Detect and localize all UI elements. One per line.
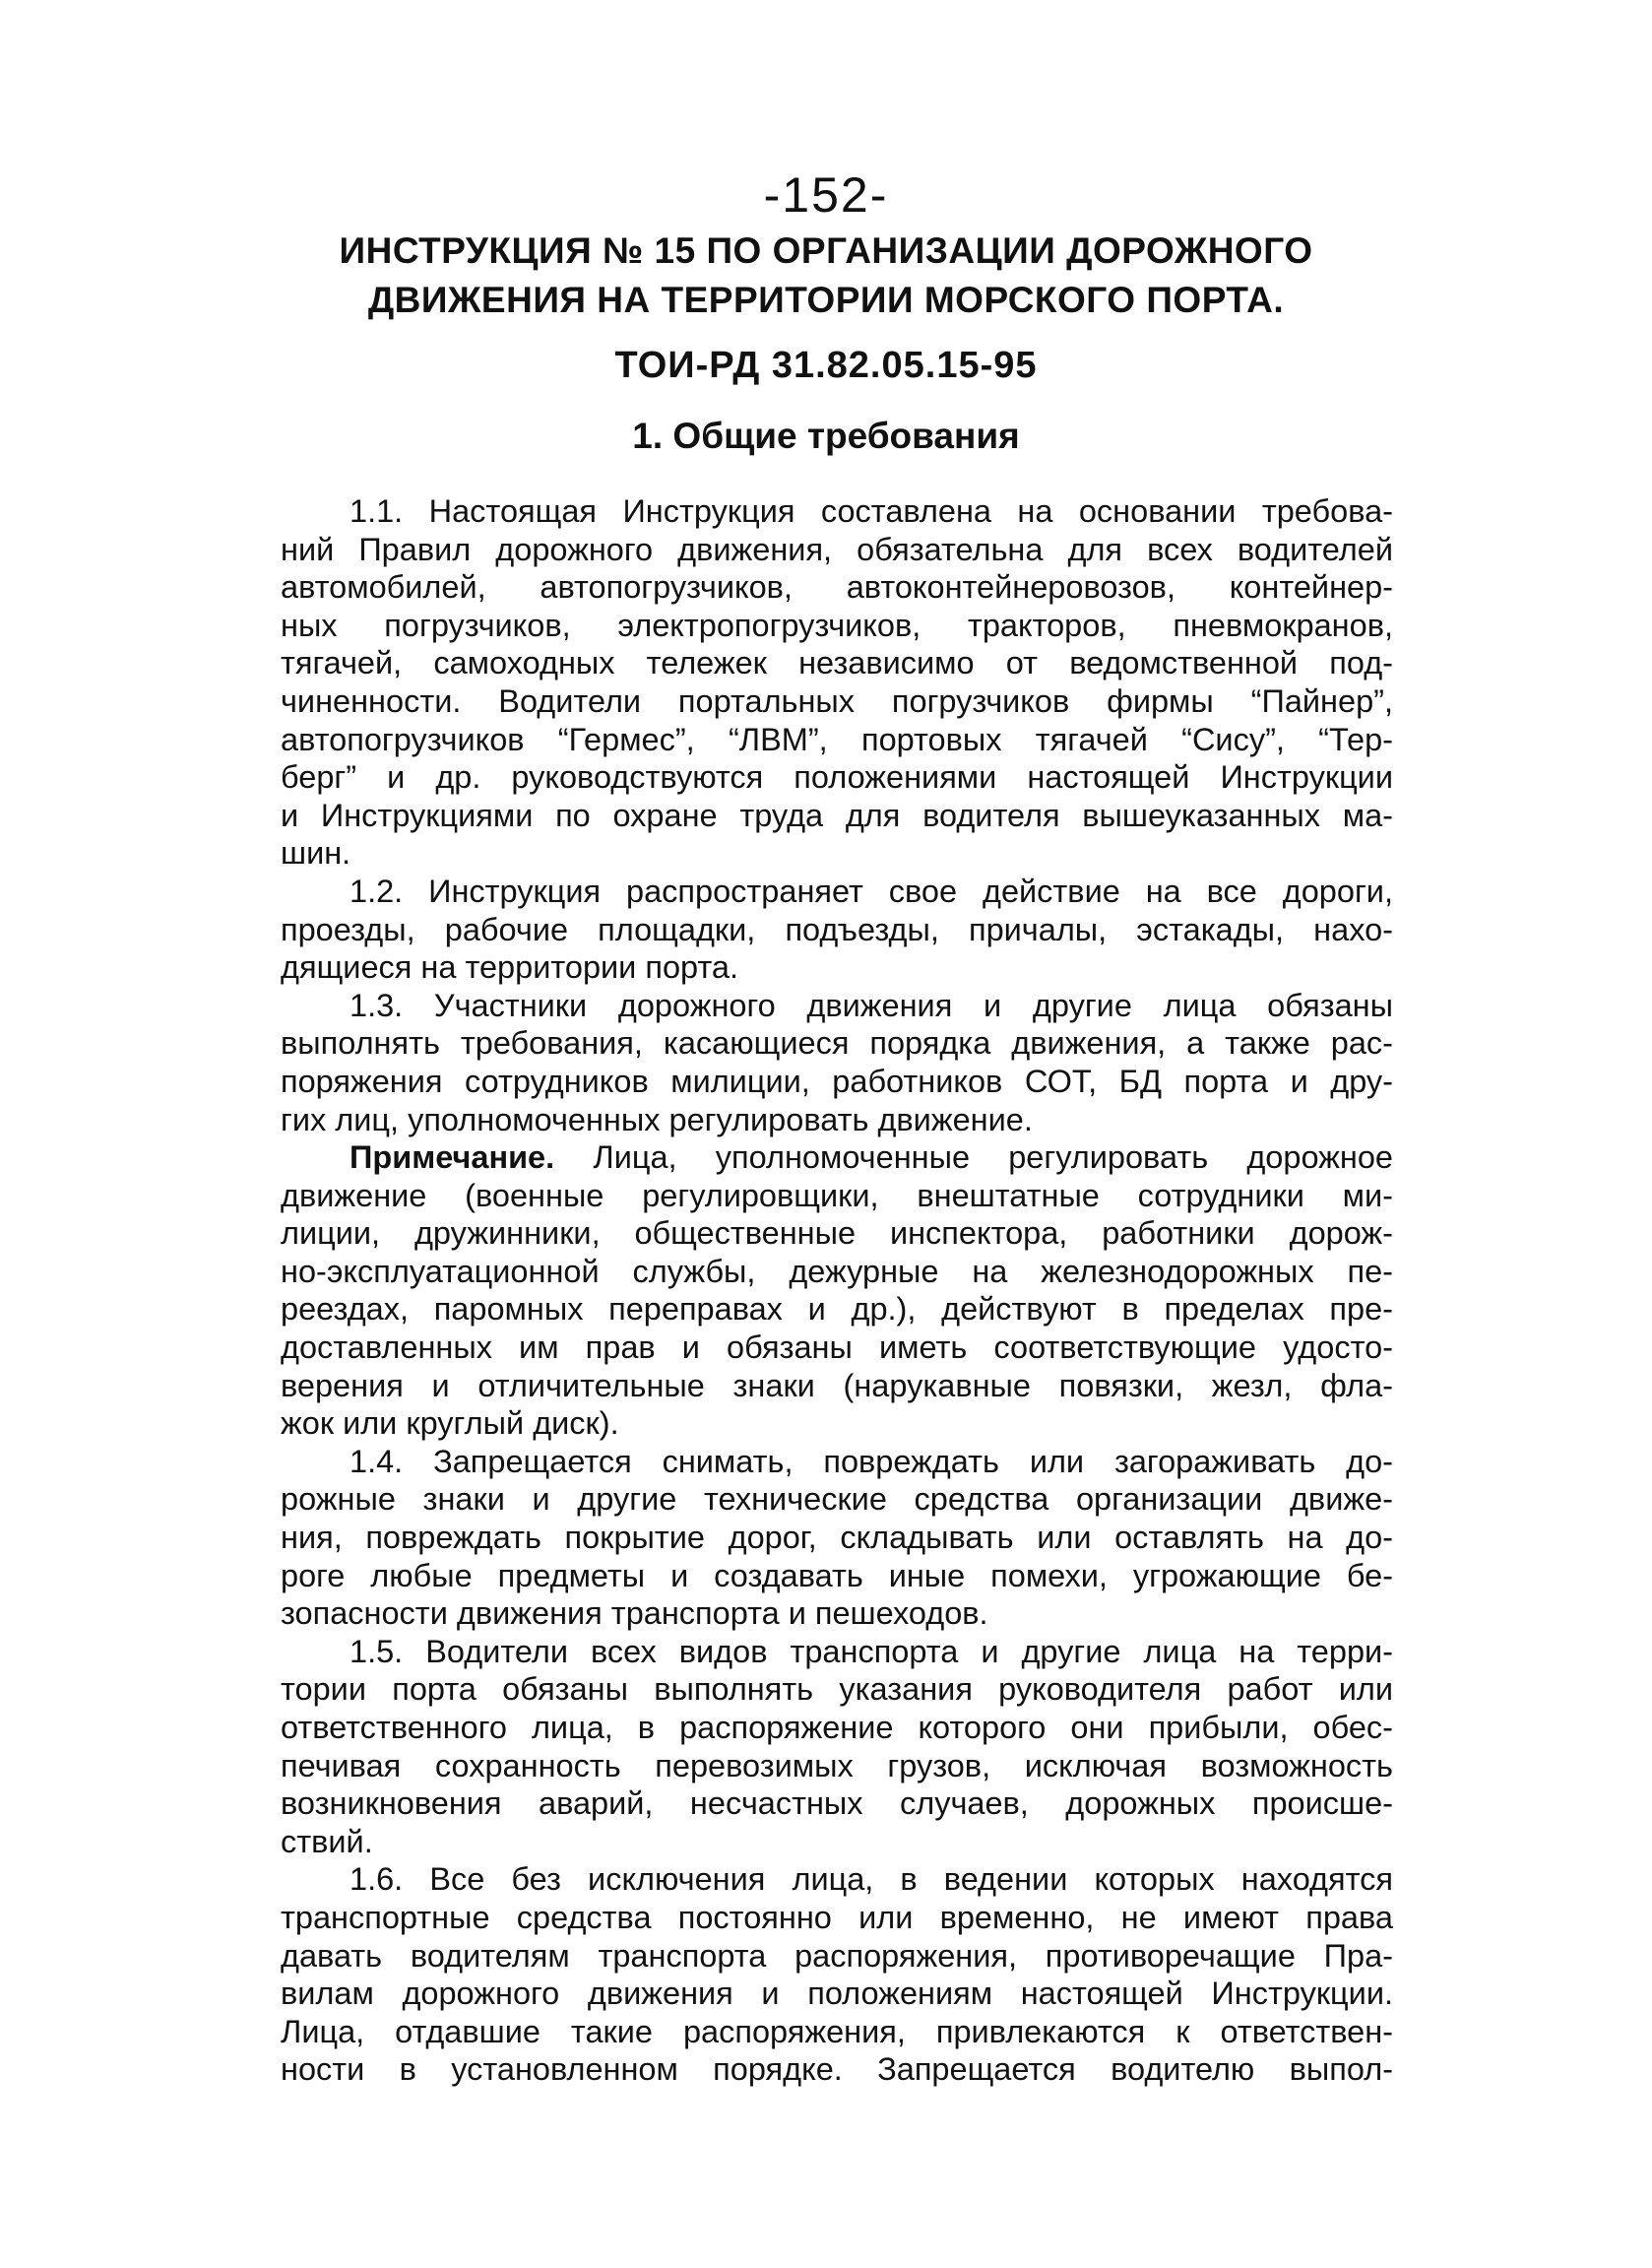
text-line: рожные знаки и другие технические средства организации движе- [281,1481,1393,1518]
page-number: -152- [763,167,889,223]
text-line: движение (военные регулировщики, внештатные сотрудники ми- [281,1177,1393,1213]
text-line: тории порта обязаны выполнять указания руководителя работ или [281,1671,1393,1708]
paragraph-1-1 [281,492,1393,873]
text-line: давать водителям транспорта распоряжения, противоречащие Пра- [281,1937,1393,1974]
text-line: 1.4. Запрещается снимать, повреждать или загораживать до- [349,1443,1393,1479]
paragraph-1-2 [281,873,1393,987]
text-line: автомобилей, автопогрузчиков, автоконтейнеровозов, контейнер- [281,569,1393,606]
text-line: ний Правил дорожного движения, обязательна для всех водителей [281,531,1393,567]
note-paragraph [281,1138,1393,1443]
text-line: 1.3. Участники дорожного движения и другие лица обязаны [349,987,1393,1023]
text-line: и Инструкциями по охране труда для водителя вышеуказанных ма- [281,797,1393,833]
text-line: жок или круглый диск). [281,1405,619,1442]
text-line: автопогрузчиков “Гермес”, “ЛВМ”, портовых тягачей “Сису”, “Тер- [281,721,1393,757]
paragraph-1-6 [281,1860,1393,2089]
text-line: ствий. [281,1823,373,1859]
text-line: 1.2. Инструкция распространяет свое действие на все дороги, [349,873,1393,909]
text-line: ния, повреждать покрытие дорог, складывать или оставлять на до- [281,1520,1393,1556]
text-line: доставленных им прав и обязаны иметь соответствующие удосто- [281,1329,1393,1366]
note-label: Примечание. [349,1139,555,1176]
text-line: лиции, дружинники, общественные инспектора, работники дорож- [281,1215,1393,1252]
note-text: Лица, уполномоченные регулировать дорожное [554,1139,1393,1176]
paragraph-1-3 [281,987,1393,1138]
title-line-2: ДВИЖЕНИЯ НА ТЕРРИТОРИИ МОРСКОГО ПОРТА. [367,280,1285,320]
text-line: тягачей, самоходных тележек независимо от ведомственной под- [281,645,1393,681]
section-title: 1. Общие требования [632,416,1020,456]
text-line: 1.6. Все без исключения лица, в ведении которых находятся [349,1861,1393,1898]
text-line: гих лиц, уполномоченных регулировать движение. [281,1101,1033,1137]
document-code: ТОИ-РД 31.82.05.15-95 [614,345,1038,386]
text-line: дящиеся на территории порта. [281,949,739,986]
text-line: 1.1. Настоящая Инструкция составлена на основании требова- [349,493,1393,529]
text-line: реездах, паромных переправах и др.), действуют в пределах пре- [281,1291,1393,1328]
text-line: чиненности. Водители портальных погрузчиков фирмы “Пайнер”, [281,682,1393,719]
text-line: поряжения сотрудников милиции, работников СОТ, БД порта и дру- [281,1063,1393,1099]
title-line-1: ИНСТРУКЦИЯ № 15 ПО ОРГАНИЗАЦИИ ДОРОЖНОГО [339,230,1313,271]
text-line: берг” и др. руководствуются положениями настоящей Инструкции [281,759,1393,796]
text-line: выполнять требования, касающиеся порядка движения, а также рас- [281,1025,1393,1062]
text-line: проезды, рабочие площадки, подъезды, причалы, эстакады, нахо- [281,911,1393,947]
text-line: возникновения аварий, несчастных случаев, дорожных происше- [281,1785,1393,1822]
text-line: шин. [281,835,351,872]
body-text [281,492,1393,2089]
text-line: зопасности движения транспорта и пешеходов. [281,1595,988,1632]
document-title [246,227,1406,325]
paragraph-1-5 [281,1633,1393,1861]
text-line: верения и отличительные знаки (нарукавные повязки, жезл, фла- [281,1367,1393,1403]
text-line: Лица, отдавшие такие распоряжения, привлекаются к ответствен- [281,2013,1393,2049]
text-line: транспортные средства постоянно или временно, не имеют права [281,1899,1393,1935]
text-line: печивая сохранность перевозимых грузов, исключая возможность [281,1747,1393,1783]
paragraph-1-4 [281,1443,1393,1633]
text-line: роге любые предметы и создавать иные помехи, угрожающие бе- [281,1557,1393,1593]
text-line: ности в установленном порядке. Запрещается водителю выпол- [281,2051,1393,2088]
text-line: 1.5. Водители всех видов транспорта и другие лица на терри- [349,1633,1393,1669]
text-line: но-эксплуатационной службы, дежурные на железнодорожных пе- [281,1253,1393,1289]
text-line: ных погрузчиков, электропогрузчиков, тракторов, пневмокранов, [281,607,1393,643]
text-line: ответственного лица, в распоряжение которого они прибыли, обес- [281,1710,1393,1745]
text-line [281,1138,1393,1177]
text-line: вилам дорожного движения и положениям настоящей Инструкции. [281,1976,1393,2012]
